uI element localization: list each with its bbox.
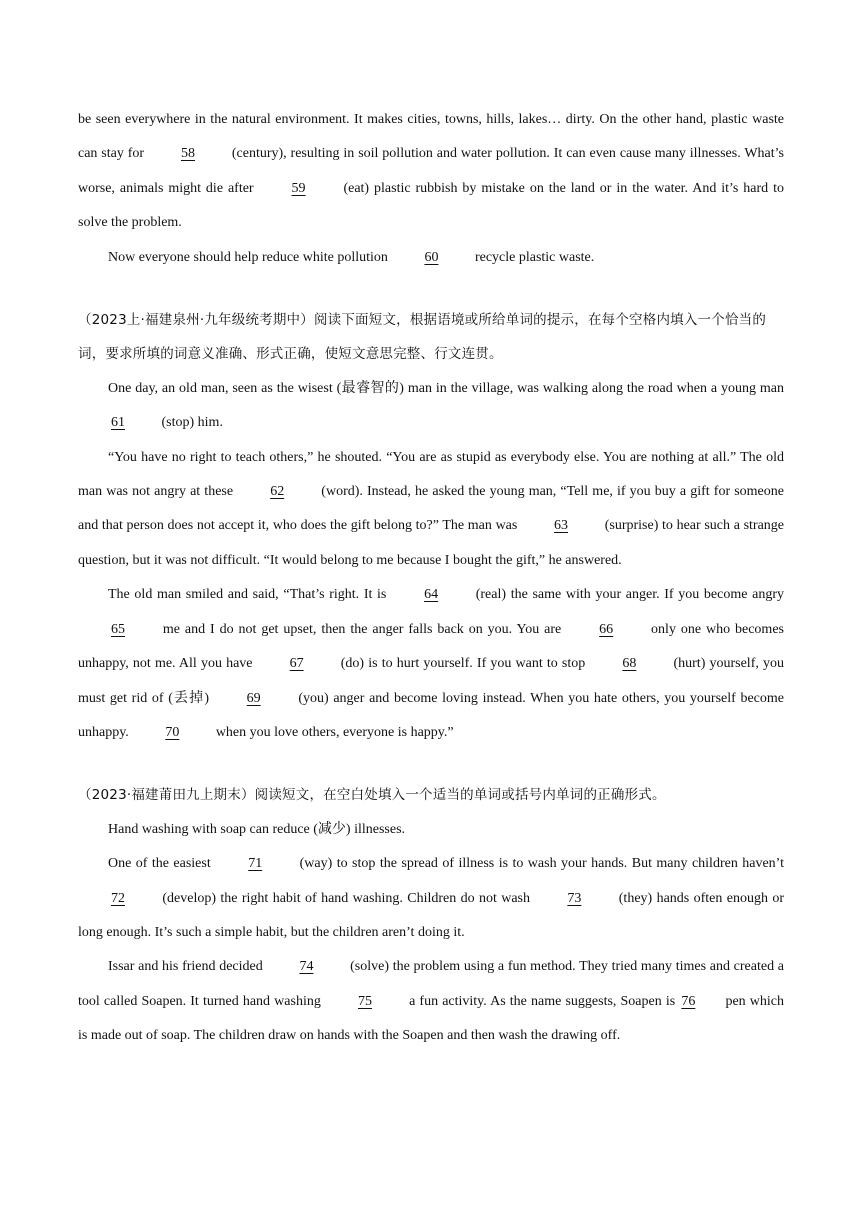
paragraph <box>78 578 784 750</box>
blank-60[interactable]: 60 <box>424 249 439 265</box>
paragraph <box>78 372 784 441</box>
paragraph <box>78 950 784 1053</box>
blank-61[interactable]: 61 <box>111 415 125 431</box>
text: (solve) the problem using a fun method. They tried many times and created a tool called Soapen. It turned hand washing <box>78 959 784 1009</box>
paragraph <box>78 103 784 241</box>
text: (century), resulting in soil pollution and water pollution. It can even cause many illnesses. What’s worse, animals might die after <box>78 146 785 196</box>
text: Now everyone should help reduce white pollution <box>108 249 392 265</box>
text: pen which is made out of soap. The children draw on hands with the Soapen and then wash the drawing off. <box>78 993 784 1044</box>
paragraph <box>78 241 784 275</box>
blank-69[interactable]: 69 <box>246 690 261 706</box>
blank-70[interactable]: 70 <box>165 724 180 740</box>
spacer <box>78 750 784 778</box>
text: Issar and his friend decided <box>108 959 267 975</box>
blank-66[interactable]: 66 <box>599 621 614 637</box>
blank-65[interactable]: 65 <box>111 621 125 637</box>
text: only one who becomes unhappy, not me. All you have <box>78 621 784 672</box>
blank-58[interactable]: 58 <box>180 146 195 162</box>
text: One day, an old man, seen as the wisest (最睿智的) man in the village, was walking along the road when a young man <box>108 380 784 396</box>
text: a fun activity. As the name suggests, Soapen is <box>404 993 680 1009</box>
text: me and I do not get upset, then the anger falls back on you. You are <box>158 621 567 637</box>
text: (develop) the right habit of hand washing. Children do not wash <box>158 890 535 906</box>
paragraph <box>78 847 784 950</box>
text: (stop) him. <box>158 415 223 431</box>
blank-62[interactable]: 62 <box>270 484 285 500</box>
text: (way) to stop the spread of illness is to wash your hands. But many children haven’t <box>295 856 784 872</box>
blank-64[interactable]: 64 <box>424 587 439 603</box>
question-source: （2023·福建莆田九上期末）阅读短文，在空白处填入一个适当的单词或括号内单词的正确形式。 <box>78 787 666 804</box>
text: (real) the same with your anger. If you become angry <box>471 587 784 603</box>
text: (do) is to hurt yourself. If you want to stop <box>336 656 590 672</box>
blank-67[interactable]: 67 <box>289 656 304 672</box>
paragraph: Hand washing with soap can reduce (减少) illnesses. <box>108 821 406 837</box>
spacer <box>78 275 784 303</box>
text: One of the easiest <box>108 856 216 872</box>
text: be seen everywhere in the natural environment. It makes cities, towns, hills, lakes… dirty. On the other hand, plastic waste can stay for <box>78 112 784 162</box>
blank-71[interactable]: 71 <box>248 856 263 872</box>
text: when you love others, everyone is happy.” <box>212 724 454 740</box>
document-page <box>78 103 784 1054</box>
text: (word). Instead, he asked the young man, “Tell me, if you buy a gift for someone and that person does not accept it, who does the gift belong to?” The man was <box>78 484 784 534</box>
text: recycle plastic waste. <box>471 249 595 265</box>
paragraph <box>78 441 784 579</box>
blank-76[interactable]: 76 <box>681 993 696 1009</box>
blank-72[interactable]: 72 <box>111 890 125 906</box>
blank-73[interactable]: 73 <box>567 890 582 906</box>
text: (eat) plastic rubbish by mistake on the land or in the water. And it’s hard to solve the problem. <box>78 180 784 231</box>
text: The old man smiled and said, “That’s right. It is <box>108 587 392 603</box>
text: (they) hands often enough or long enough. It’s such a simple habit, but the children aren’t doing it. <box>78 890 785 940</box>
question-source: （2023上·福建泉州·九年级统考期中）阅读下面短文，根据语境或所给单词的提示，在每个空格内填入一个恰当的词，要求所填的词意义准确、形式正确，使短文意思完整、行文连贯。 <box>78 312 767 363</box>
blank-75[interactable]: 75 <box>357 993 372 1009</box>
blank-68[interactable]: 68 <box>622 656 637 672</box>
text: (surprise) to hear such a strange question, but it was not difficult. “It would belong to me because I bought the gift,” he answered. <box>78 518 785 568</box>
blank-63[interactable]: 63 <box>554 518 569 534</box>
text: (hurt) yourself, you must get rid of (丢掉) <box>78 656 784 706</box>
text: (you) anger and become loving instead. When you hate others, you yourself become unhappy. <box>78 690 784 740</box>
blank-74[interactable]: 74 <box>299 959 314 975</box>
blank-59[interactable]: 59 <box>291 180 306 196</box>
text: “You have no right to teach others,” he shouted. “You are as stupid as everybody else. You are nothing at all.” The old man was not angry at these <box>78 449 784 500</box>
